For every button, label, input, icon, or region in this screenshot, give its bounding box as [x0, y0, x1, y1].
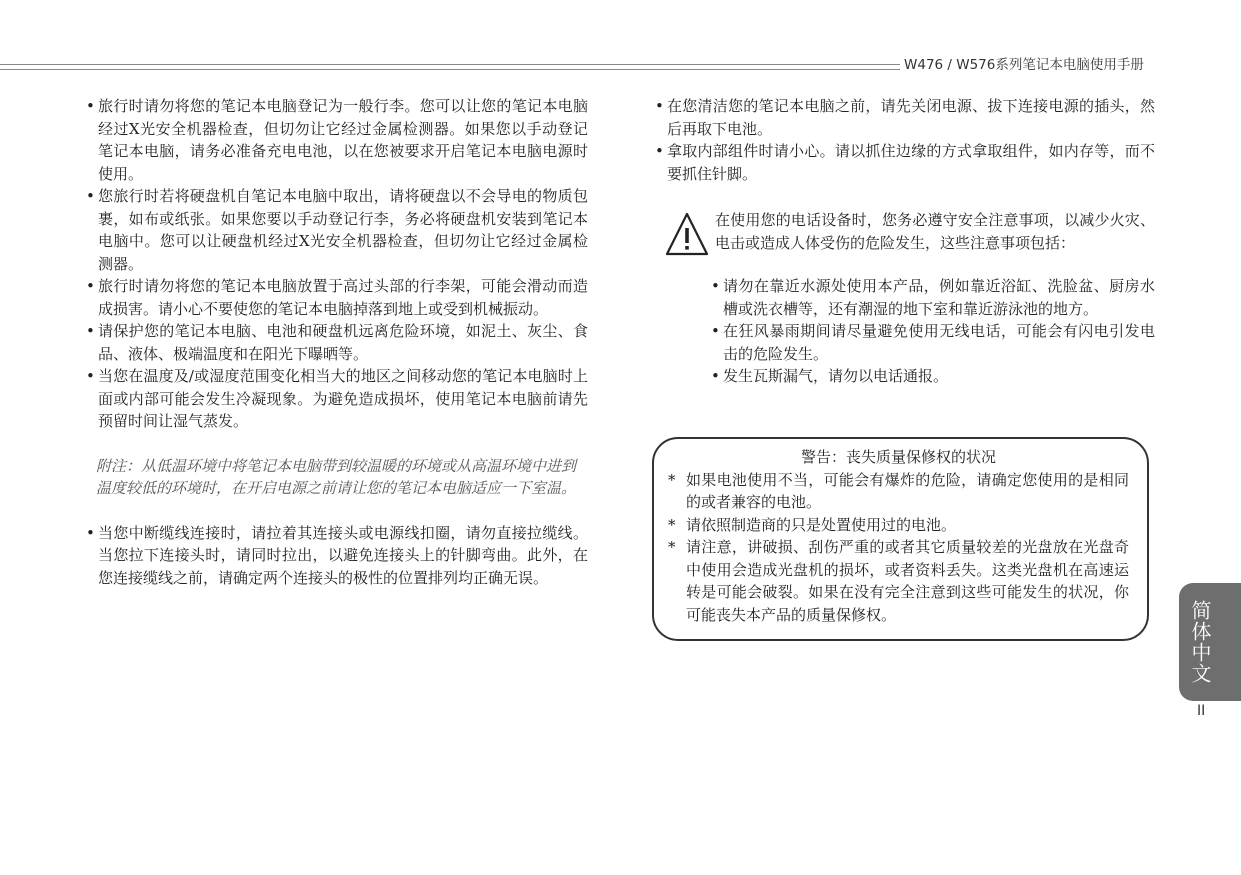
list-item [711, 275, 1155, 320]
list-item-text: 请注意，讲破损、刮伤严重的或者其它质量较差的光盘放在光盘奇中使用会造成光盘机的损坏，或者资料丢失。这类光盘机在高速运转是可能会破裂。如果在没有完全注意到这些可能发生的状况，你可能丧失本产品的质量保修权。 [686, 538, 1129, 624]
list-item [655, 140, 1155, 185]
list-item [711, 365, 1155, 388]
telephone-safety-warning [655, 209, 1155, 269]
list-item [86, 365, 588, 433]
list-item-text: 请保护您的笔记本电脑、电池和硬盘机远离危险环境，如泥土、灰尘、食品、液体、极端温度和在阳光下曝晒等。 [98, 322, 588, 363]
list-item-text: 您旅行时若将硬盘机自笔记本电脑中取出，请将硬盘以不会导电的物质包裹，如布或纸张。如果您要以手动登记行李，务必将硬盘机安装到笔记本电脑中。您可以让硬盘机经过X光安全机器检查，但切勿让它经过金属检测器。 [98, 187, 588, 273]
bullet-dot: • [711, 367, 720, 385]
list-item [86, 95, 588, 185]
list-item-text: 发生瓦斯漏气，请勿以电话通报。 [723, 367, 949, 385]
asterisk-marker: * [668, 470, 676, 489]
language-tab-label: 简体中文 [1188, 600, 1212, 684]
list-item-text: 如果电池使用不当，可能会有爆炸的危险，请确定您使用的是相同的或者兼容的电池。 [686, 470, 1129, 511]
list-item-text: 请勿在靠近水源处使用本产品，例如靠近浴缸、洗脸盆、厨房水槽或洗衣槽等，还有潮湿的地下室和靠近游泳池的地方。 [723, 277, 1155, 318]
list-item-text: 在您清洁您的笔记本电脑之前，请先关闭电源、拔下连接电源的插头，然后再取下电池。 [667, 97, 1155, 138]
bullet-dot: • [86, 97, 95, 115]
asterisk-marker: * [668, 538, 676, 556]
bullet-dot: • [86, 367, 95, 385]
manual-title: W476 / W576系列笔记本电脑使用手册 [904, 57, 1144, 73]
warranty-warning-box [652, 437, 1149, 641]
list-item-text: 旅行时请勿将您的笔记本电脑放置于高过头部的行李架，可能会滑动而造成损害。请小心不要使您的笔记本电脑掉落到地上或受到机械振动。 [98, 277, 588, 318]
list-item-text: 拿取内部组件时请小心。请以抓住边缘的方式拿取组件，如内存等，而不要抓住针脚。 [667, 142, 1155, 183]
bullet-dot: • [711, 277, 720, 295]
list-item [668, 536, 1129, 626]
asterisk-marker: * [668, 515, 676, 534]
list-item-text: 当您在温度及/或湿度范围变化相当大的地区之间移动您的笔记本电脑时上面或内部可能会发生冷凝现象。为避免造成损坏，使用笔记本电脑前请先预留时间让湿气蒸发。 [98, 367, 588, 430]
list-item [711, 320, 1155, 365]
bullet-dot: • [655, 142, 664, 160]
header-rule [0, 64, 900, 70]
right-column [655, 95, 1155, 388]
page-number: II [1197, 703, 1206, 719]
list-item [86, 522, 588, 590]
list-item-text: 旅行时请勿将您的笔记本电脑登记为一般行李。您可以让您的笔记本电脑经过X光安全机器检查，但切勿让它经过金属检测器。如果您以手动登记笔记本电脑，请务必准备充电电池，以在您被要求开启笔记本电脑电源时使用。 [98, 97, 588, 183]
warning-sub-list [711, 275, 1155, 388]
bullet-dot: • [86, 187, 95, 205]
bullet-dot: • [711, 322, 720, 340]
bullet-dot: • [655, 97, 664, 115]
list-item-text: 当您中断缆线连接时，请拉着其连接头或电源线扣圈，请勿直接拉缆线。当您拉下连接头时，请同时拉出，以避免连接头上的针脚弯曲。此外，在您连接缆线之前，请确定两个连接头的极性的位置排列均正确无误。 [98, 523, 588, 587]
list-item [86, 320, 588, 365]
list-item [668, 514, 1129, 537]
left-column [86, 95, 588, 589]
warning-triangle-icon [664, 211, 710, 257]
list-item [668, 469, 1129, 514]
bullet-dot: • [86, 322, 95, 340]
temperature-note: 附注：从低温环境中将笔记本电脑带到较温暖的环境或从高温环境中进到温度较低的环境时，在开启电源之前请让您的笔记本电脑适应一下室温。 [96, 456, 577, 497]
list-item [86, 185, 588, 275]
list-item-text: 请依照制造商的只是处置使用过的电池。 [686, 515, 957, 534]
bullet-dot: • [86, 523, 95, 542]
warning-box-title: 警告：丧失质量保修权的状况 [800, 448, 996, 466]
list-item [86, 275, 588, 320]
bullet-dot: • [86, 277, 95, 295]
warning-intro-text: 在使用您的电话设备时，您务必遵守安全注意事项，以减少火灾、电击或造成人体受伤的危险发生，这些注意事项包括： [715, 211, 1155, 252]
list-item-text: 在狂风暴雨期间请尽量避免使用无线电话，可能会有闪电引发电击的危险发生。 [723, 322, 1155, 363]
list-item [655, 95, 1155, 140]
